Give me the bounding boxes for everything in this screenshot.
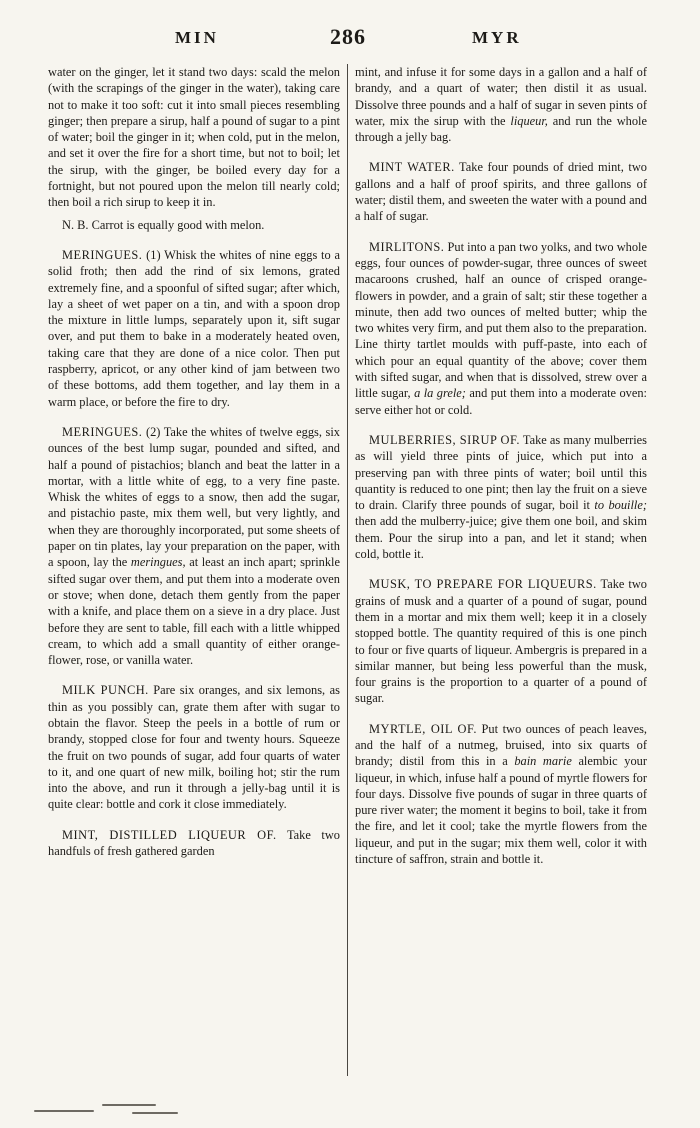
entry-title: MIRLITONS.: [369, 239, 445, 254]
entry-italic-term: meringues,: [130, 555, 186, 570]
entry-text: Pare six oranges, and six lemons, as thin as you possibly can, grate them after with sugar to obtain the flavor. Steep the peels in a bottle of rum or brandy, stopped close for four and twenty hours. Squeeze the fruit on two pounds of sugar, add four quarts of water to it, and one quart of new milk, boiling hot; stir the rum into the above, and run it through a jelly-bag until it is quite clear: bottle and cork it close immediately.: [48, 683, 340, 812]
entry-mint-liqueur-continued: [355, 64, 647, 145]
header-left-guide-word: MIN: [175, 28, 219, 47]
entry-text: alembic your liqueur, in which, infuse half a pound of myrtle flowers for four days. Dissolve five pounds of sugar in three quarts of pure river water; the moment it begins to boil, take it from the fire, and let it cool; take the myrtle flowers from the liqueur, and put in the sugar; mix them well, color it with tincture of saffron, strain and bottle it.: [355, 754, 647, 867]
entry-musk-liqueurs: [355, 576, 647, 706]
entry-melon-ginger-continued: [48, 64, 340, 211]
entry-mint-water: [355, 159, 647, 224]
entry-myrtle-oil: [355, 721, 647, 868]
entry-text: Take as many mulberries as will yield three pints of juice, which put into a preserving pan with three pints of water; boil until this quantity is reduced to one pint; then lay the fruit on a sieve to drain. Clarify three pounds of sugar, boil it: [355, 432, 648, 513]
ink-smudge-decoration: [34, 1092, 204, 1118]
entry-mirlitons: [355, 239, 647, 418]
entry-mulberries-sirup: [355, 432, 647, 562]
entry-italic-term: bain marie: [514, 754, 572, 769]
entry-title: MERINGUES.: [62, 424, 143, 439]
entry-text: then add the mulberry-juice; give them one boil, and skim them. Pour the sirup into a pan, and let it stand; when cold, bottle it.: [355, 514, 647, 562]
column-divider: [347, 64, 348, 1076]
header-right-guide-word: MYR: [472, 28, 522, 47]
entry-title: MILK PUNCH.: [62, 683, 149, 698]
entry-text: at least an inch apart; sprinkle sifted sugar over them, and put them into a moderate oven or stove; when done, detach them gently from the paper with a knife, and place them on a sieve in a dry place. Just before they are sent to table, fill each with a little whipped cream, to which add a small quantity of either orange-flower, rose, or vanilla water.: [48, 555, 340, 668]
entry-text: water on the ginger, let it stand two days: scald the melon (with the scrapings of the ginger in the water), taking care not to make it too soft: cut it into small pieces resembling ginger; then prepare a sirup, half a pound of sugar to a pint of water; boil the ginger in it; when cold, put in the melon, and set it over the fire for a short time, but not to boil; let the sirup, with the ginger, be boiled every day for a fortnight, but not poured upon the melon till nearly cold; then boil a rich sirup to keep it in.: [48, 65, 340, 210]
entry-text: (2) Take the whites of twelve eggs, six ounces of the best lump sugar, pounded and sifted, and half a pound of pistachios; blanch and beat the latter in a mortar, with a little white of egg, to a very fine paste. Whisk the whites of eggs to a snow, then add the sugar, and pistachio paste, mix them well, but very lightly, and when they are thoroughly incorporated, put some sheets of paper on tin plates, lay your preparation on the paper, with a spoon, lay the: [48, 424, 340, 570]
entry-italic-term: to bouille;: [594, 498, 647, 513]
entry-title: MERINGUES.: [62, 247, 143, 262]
entry-milk-punch: [48, 682, 340, 812]
entry-title: MINT, DISTILLED LIQUEUR OF.: [62, 827, 277, 842]
entry-title: MULBERRIES, SIRUP OF.: [369, 432, 520, 447]
entry-title: MUSK, TO PREPARE FOR LIQUEURS.: [369, 577, 597, 592]
entry-italic-term: liqueur,: [510, 113, 548, 128]
left-column: [48, 64, 340, 1076]
entry-text: and put them into a moderate oven: serve either hot or cold.: [355, 386, 647, 417]
entry-meringues-2: [48, 424, 340, 668]
entry-meringues-1: [48, 247, 340, 410]
running-header: [0, 20, 700, 56]
entry-italic-term: a la grele;: [414, 386, 466, 401]
entry-title: MYRTLE, OIL OF.: [369, 721, 477, 736]
page-number: 286: [330, 24, 366, 49]
entry-text: Take four pounds of dried mint, two gallons and a half of proof spirits, and three gallons of water; distil them, and sweeten the water with a pound and a half of sugar.: [355, 160, 648, 224]
entry-text: and run the whole through a jelly bag.: [355, 113, 647, 145]
entry-text: mint, and infuse it for some days in a gallon and a half of brandy, and a quart of water; then distil it as usual. Dissolve three pounds and a half of sugar in seven pints of water, mix the sirup with the: [355, 65, 647, 128]
entry-mint-distilled-liqueur: [48, 827, 340, 860]
entry-text: N. B. Carrot is equally good with melon.: [62, 217, 265, 232]
entry-text: Take two grains of musk and a quarter of a pound of sugar, pound them in a mortar and mix them well; keep it in a closely stopped bottle. The quantity required of this is one pinch to four or five quarts of liqueur. Ambergris is prepared in a similar manner, but being less powerful than the musk, four grains is the proportion to a quarter of a pound of sugar.: [355, 577, 647, 706]
entry-title: MINT WATER.: [369, 160, 455, 175]
entry-nota-bene: [48, 217, 340, 233]
entry-text: (1) Whisk the whites of nine eggs to a solid froth; then add the rind of six lemons, grated extremely fine, and a spoonful of sifted sugar; after which, lay a sheet of wet paper on a tin, and with a spoon drop the mixture in little lumps, separately upon it, sift sugar over, and put them to bake in a moderately heated oven, taking care that they are done of a nice color. Then put raspberry, apricot, or any other kind of jam between two of these bottoms, add them together, and lay them in a warm place, or before the fire to dry.: [48, 247, 340, 409]
entry-text: Put into a pan two yolks, and two whole eggs, four ounces of powder-sugar, three ounces of sweet macaroons crushed, half an ounce of crisped orange-flowers in powder, and a grain of salt; stir these together a minute, then add two ounces of melted butter; whip the two whites very firm, and put them also to the preparation. Line thirty tartlet moulds with puff-paste, into each of which pour an equal quantity of the above; cover them with sifted sugar, and when that is dissolved, strew over a little sugar,: [355, 239, 647, 401]
entry-text: Put two ounces of peach leaves, and the half of a nutmeg, bruised, into six quarts of brandy; distil from this in a: [355, 721, 647, 769]
entry-text: Take two handfuls of fresh gathered garden: [48, 827, 340, 859]
right-column: [355, 64, 647, 1076]
